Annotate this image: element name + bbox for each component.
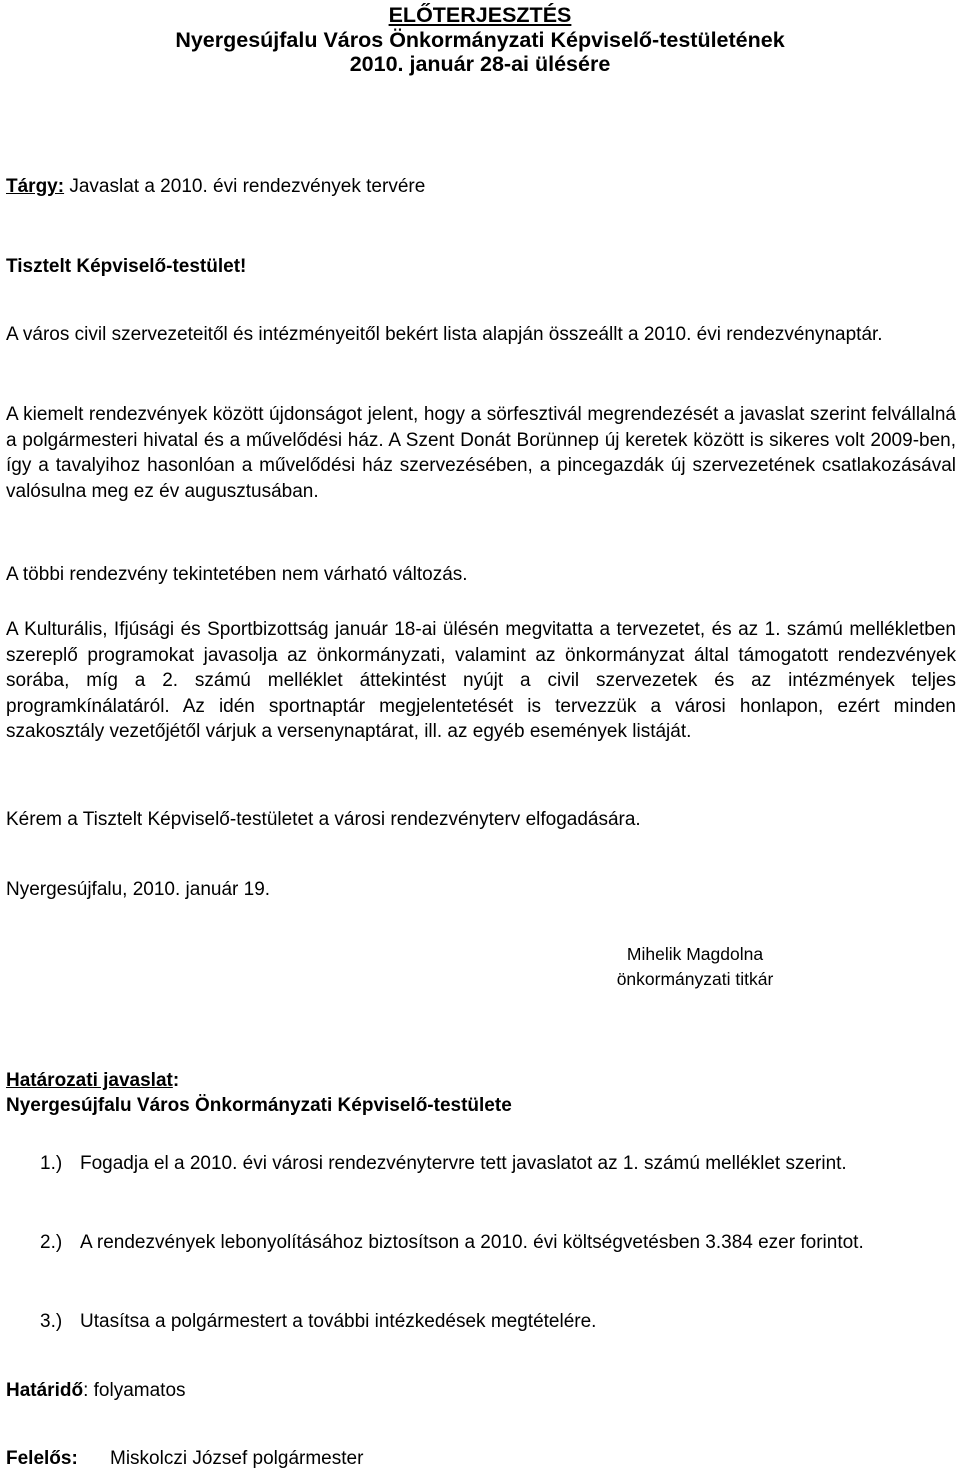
responsible-value: Miskolczi József polgármester xyxy=(110,1448,364,1469)
signature-name: Mihelik Magdolna xyxy=(626,944,764,964)
responsible-line xyxy=(6,1446,363,1472)
document-header xyxy=(0,3,960,77)
paragraph-5: Kérem a Tisztelt Képviselő-testületet a városi rendezvényterv elfogadására. xyxy=(6,809,641,830)
paragraph-3: A többi rendezvény tekintetében nem várható változás. xyxy=(6,564,468,585)
resolution-heading-colon: : xyxy=(172,1070,180,1091)
paragraph-2: A kiemelt rendezvények között újdonságot jelent, hogy a sörfesztivál megrendezését a javaslat szerint felvállalná a polgármesteri hivatal és a művelődési ház. A Szent Donát Borünnep új keretek között is sikeres volt 2009-ben, így a tavalyihoz hasonlóan a művelődési ház szervezésében, a pincegazdák új szervezetének csatlakozásával valósulna meg ez év augusztusában. xyxy=(6,404,956,502)
place-date: Nyergesújfalu, 2010. január 19. xyxy=(6,879,271,900)
resolution-item-text: Fogadja el a 2010. évi városi rendezvénytervre tett javaslatot az 1. számú melléklet szerint. xyxy=(80,1153,847,1174)
resolution-item-number: 2.) xyxy=(40,1232,63,1253)
resolution-body: Nyergesújfalu Város Önkormányzati Képviselő-testülete xyxy=(6,1095,512,1116)
resolution-item-text: A rendezvények lebonyolításához biztosítson a 2010. évi költségvetésben 3.384 ezer forintot. xyxy=(80,1232,864,1253)
document-kind: ELŐTERJESZTÉS xyxy=(388,3,572,27)
salutation: Tisztelt Képviselő-testület! xyxy=(6,256,247,277)
resolution-item-text: Utasítsa a polgármestert a további intézkedések megtételére. xyxy=(80,1311,597,1332)
resolution-item xyxy=(40,1302,957,1341)
signature-title: önkormányzati titkár xyxy=(616,969,774,989)
subject-text: Javaslat a 2010. évi rendezvények tervére xyxy=(64,176,426,197)
responsible-label: Felelős: xyxy=(6,1448,78,1469)
signature-block xyxy=(570,942,820,992)
deadline-value: : folyamatos xyxy=(83,1380,186,1401)
resolution-item-number: 3.) xyxy=(40,1311,63,1332)
resolution-item xyxy=(40,1223,957,1262)
resolution-item-number: 1.) xyxy=(40,1153,63,1174)
resolution-heading xyxy=(6,1068,179,1094)
deadline-label: Határidő xyxy=(6,1380,84,1401)
document-title-line-1: Nyergesújfalu Város Önkormányzati Képviselő-testületének xyxy=(175,27,785,52)
subject-label: Tárgy: xyxy=(6,176,65,197)
document-title-line-2: 2010. január 28-ai ülésére xyxy=(349,52,611,76)
paragraph-4: A Kulturális, Ifjúsági és Sportbizottság január 18-ai ülésén megvitatta a tervezetet, és az 1. számú mellékletben szereplő programokat javasolja az önkormányzati, valamint az önkormányzat által támogatott rendezvények sorába, míg a 2. számú melléklet áttekintést nyújt a civil szervezetek és az intézmények teljes programkínálatáról. Az idén sportnaptár megjelentetését is tervezzük a városi honlapon, ezért minden szakosztály vezetőjétől várjuk a versenynaptárat, ill. az egyéb események listáját. xyxy=(6,619,956,742)
resolution-item xyxy=(40,1144,957,1183)
paragraph-1: A város civil szervezeteitől és intézményeitől bekért lista alapján összeállt a 2010. évi rendezvénynaptár. xyxy=(6,324,883,345)
deadline-line xyxy=(6,1378,186,1404)
subject-line xyxy=(6,174,425,200)
resolution-heading-label: Határozati javaslat xyxy=(6,1070,173,1091)
